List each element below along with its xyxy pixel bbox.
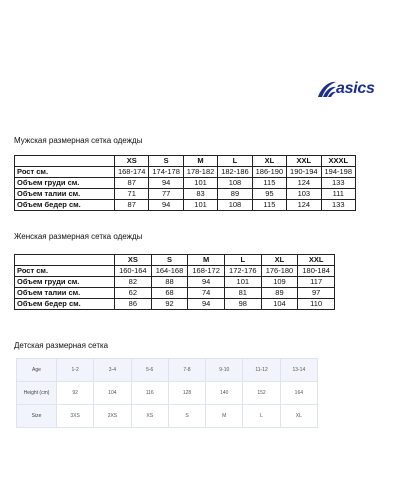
table-cell: S [168,405,205,428]
table-header-row [15,255,335,266]
table-cell: 5-6 [131,359,168,382]
table-cell: 140 [206,382,243,405]
table-cell: 110 [298,299,335,310]
table-cell: 124 [287,200,321,211]
row-label: Объем талии см. [15,288,115,299]
table-cell: M [206,405,243,428]
table-cell: 94 [149,178,183,189]
row-label: Рост см. [15,167,115,178]
table-cell: 82 [115,277,152,288]
table-cell: 87 [115,200,149,211]
row-label: Объем груди см. [15,277,115,288]
row-label: Объем талии см. [15,189,115,200]
header-cell: S [149,156,183,167]
row-label: Объем груди см. [15,178,115,189]
women-size-table [14,254,335,310]
table-cell: 133 [321,178,355,189]
header-cell [15,255,115,266]
table-cell: 97 [298,288,335,299]
table-row [15,178,356,189]
brand-name: asics [336,80,375,97]
header-cell: XXXL [321,156,355,167]
table-cell: 62 [115,288,152,299]
header-cell: XXL [287,156,321,167]
table-header-row [17,359,318,382]
men-size-table [14,155,356,211]
row-label: Height (cm) [17,382,57,405]
table-cell: 176-180 [261,266,298,277]
asics-stripes-icon [316,78,338,100]
women-section-title: Женская размерная сетка одежды [14,232,143,241]
header-cell: XL [261,255,298,266]
table-cell: 86 [115,299,152,310]
header-cell: XS [115,255,152,266]
table-cell: 178-182 [183,167,217,178]
table-cell: 116 [131,382,168,405]
table-cell: 109 [261,277,298,288]
table-row [17,405,318,428]
header-cell: XL [252,156,286,167]
table-cell: 108 [218,178,252,189]
table-cell: 104 [261,299,298,310]
table-cell: 117 [298,277,335,288]
table-cell: 89 [218,189,252,200]
table-cell: 71 [115,189,149,200]
table-cell: 186-190 [252,167,286,178]
table-cell: 3XS [57,405,94,428]
header-cell: M [183,156,217,167]
table-cell: 124 [287,178,321,189]
table-header-row [15,156,356,167]
row-label: Рост см. [15,266,115,277]
table-cell: 92 [57,382,94,405]
header-cell: M [188,255,225,266]
header-cell: L [224,255,261,266]
row-label: Объем бедер см. [15,299,115,310]
table-row [15,200,356,211]
table-cell: L [243,405,280,428]
table-cell: 81 [224,288,261,299]
header-cell: XXL [298,255,335,266]
table-cell: 128 [168,382,205,405]
table-cell: 1-2 [57,359,94,382]
table-row [15,189,356,200]
table-cell: 88 [151,277,188,288]
table-cell: 98 [224,299,261,310]
table-cell: 168-172 [188,266,225,277]
table-cell: 94 [188,299,225,310]
table-cell: 180-184 [298,266,335,277]
table-cell: 164 [280,382,317,405]
table-cell: 83 [183,189,217,200]
kids-section-title: Детская размерная сетка [14,341,109,350]
table-cell: 133 [321,200,355,211]
table-cell: 115 [252,200,286,211]
table-row [15,167,356,178]
table-cell: 101 [224,277,261,288]
table-cell: 3-4 [94,359,131,382]
kids-size-table [16,358,318,428]
table-row [15,288,335,299]
table-cell: 9-10 [206,359,243,382]
table-cell: 115 [252,178,286,189]
table-cell: 111 [321,189,355,200]
table-cell: 68 [151,288,188,299]
table-cell: 89 [261,288,298,299]
table-cell: XS [131,405,168,428]
table-row [17,382,318,405]
table-cell: 168-174 [115,167,149,178]
table-cell: 11-12 [243,359,280,382]
men-section-title: Мужская размерная сетка одежды [14,136,143,145]
table-cell: 108 [218,200,252,211]
table-cell: 74 [188,288,225,299]
table-cell: 182-186 [218,167,252,178]
table-cell: 92 [151,299,188,310]
row-label: Объем бедер см. [15,200,115,211]
table-cell: 13-14 [280,359,317,382]
table-cell: 164-168 [151,266,188,277]
table-cell: 77 [149,189,183,200]
row-label: Size [17,405,57,428]
table-cell: 87 [115,178,149,189]
table-cell: 94 [188,277,225,288]
header-cell: L [218,156,252,167]
table-cell: 95 [252,189,286,200]
table-cell: 104 [94,382,131,405]
table-row [15,266,335,277]
table-cell: 160-164 [115,266,152,277]
table-row [15,277,335,288]
table-cell: 103 [287,189,321,200]
header-cell [15,156,115,167]
table-cell: 101 [183,200,217,211]
asics-logo [316,78,376,102]
header-cell: S [151,255,188,266]
table-cell: 101 [183,178,217,189]
table-cell: XL [280,405,317,428]
table-cell: 2XS [94,405,131,428]
header-cell: XS [115,156,149,167]
table-cell: 94 [149,200,183,211]
table-cell: 190-194 [287,167,321,178]
row-label: Age [17,359,57,382]
table-cell: 7-8 [168,359,205,382]
table-cell: 194-198 [321,167,355,178]
table-cell: 172-176 [224,266,261,277]
table-row [15,299,335,310]
table-cell: 174-178 [149,167,183,178]
table-cell: 152 [243,382,280,405]
